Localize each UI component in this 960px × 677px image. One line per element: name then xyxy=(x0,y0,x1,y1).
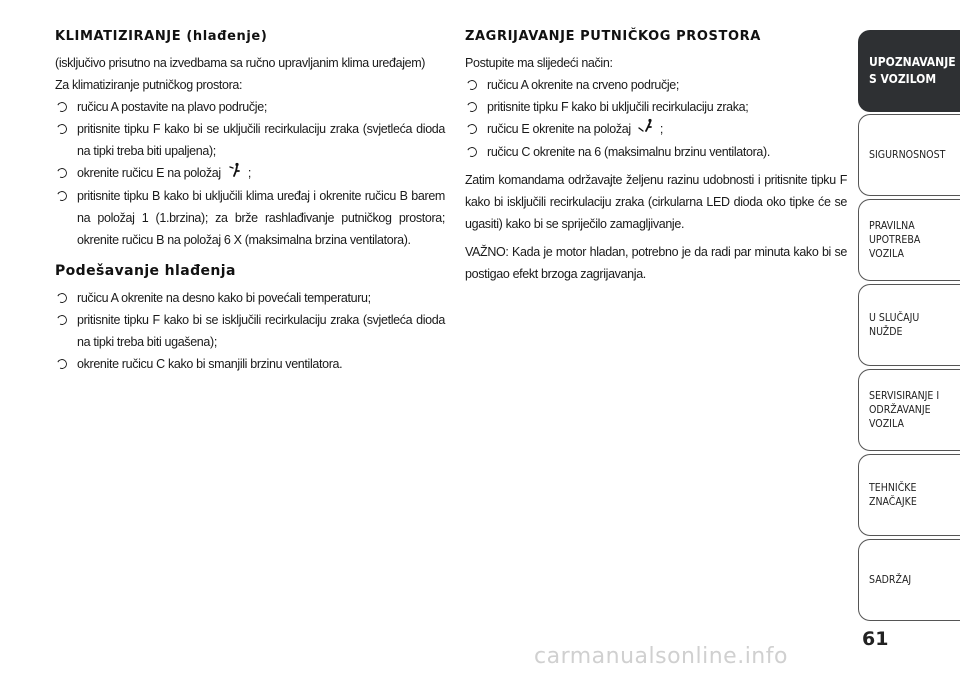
airflow-face-icon xyxy=(228,162,244,185)
cooling-adjust-steps xyxy=(55,287,445,375)
tab-tehnicke-znacajke[interactable]: TEHNIČKE ZNAČAJKE xyxy=(858,454,960,536)
list-item: pritisnite tipku F kako bi uključili recirkulaciju zraka; xyxy=(465,96,847,118)
list-item: ručicu A okrenite na desno kako bi povećali temperaturu; xyxy=(55,287,445,309)
intro-note: (isključivo prisutno na izvedbama sa ručno upravljanim klima uređajem) xyxy=(55,56,426,70)
cooling-steps xyxy=(55,96,445,251)
section-heading-heating: ZAGRIJAVANJE PUTNIČKOG PROSTORA xyxy=(465,29,761,44)
bullet-icon xyxy=(466,101,479,114)
bullet-icon xyxy=(56,358,69,371)
left-column xyxy=(55,28,445,375)
airflow-feet-icon xyxy=(638,118,656,141)
list-item: ručicu C okrenite na 6 (maksimalnu brzinu ventilatora). xyxy=(465,141,847,163)
page-number: 61 xyxy=(862,628,889,650)
bullet-icon xyxy=(56,190,69,203)
section-heading-cooling-adjust: Podešavanje hlađenja xyxy=(55,263,236,280)
list-item: pritisnite tipku B kako bi uključili klima uređaj i okrenite ručicu B barem na položaj 1 (1.brzina); za brže rashlađivanje putničkog prostora; okrenite ručicu B na položaj 6 X (maksimalna brzina ventilatora). xyxy=(55,185,445,251)
heating-important-note: VAŽNO: Kada je motor hladan, potrebno je da radi par minuta kako bi se postigao efekt brzoga zagrijavanja. xyxy=(465,245,847,282)
bullet-icon xyxy=(466,79,479,92)
tab-pravilna-upotreba[interactable]: PRAVILNA UPOTREBA VOZILA xyxy=(858,199,960,281)
list-item: okrenite ručicu E na položaj ; xyxy=(55,162,445,185)
bullet-icon xyxy=(56,123,69,136)
heating-steps xyxy=(465,74,847,163)
tab-u-slucaju-nuzde[interactable]: U SLUČAJU NUŽDE xyxy=(858,284,960,366)
tab-sadrzaj[interactable]: SADRŽAJ xyxy=(858,539,960,621)
list-item: ručicu A okrenite na crveno područje; xyxy=(465,74,847,96)
heating-intro: Postupite ma slijedeći način: xyxy=(465,56,613,70)
bullet-icon xyxy=(56,167,69,180)
tab-sigurnosnost[interactable]: SIGURNOSNOST xyxy=(858,114,960,196)
watermark: carmanualsonline.info xyxy=(534,644,788,669)
tab-upoznavanje[interactable]: UPOZNAVANJE S VOZILOM xyxy=(858,30,960,112)
right-column xyxy=(465,28,847,285)
section-heading-cooling: KLIMATIZIRANJE (hlađenje) xyxy=(55,29,268,44)
bullet-icon xyxy=(466,123,479,136)
intro-instruction: Za klimatiziranje putničkog prostora: xyxy=(55,78,243,92)
bullet-icon xyxy=(56,101,69,114)
list-item: pritisnite tipku F kako bi se uključili recirkulaciju zraka (svjetleća dioda na tipki treba biti upaljena); xyxy=(55,118,445,162)
list-item: ručicu E okrenite na položaj ; xyxy=(465,118,847,141)
list-item: okrenite ručicu C kako bi smanjili brzinu ventilatora. xyxy=(55,353,445,375)
tab-servisiranje[interactable]: SERVISIRANJE I ODRŽAVANJE VOZILA xyxy=(858,369,960,451)
bullet-icon xyxy=(56,314,69,327)
list-item: pritisnite tipku F kako bi se isključili recirkulaciju zraka (svjetleća dioda na tipki treba biti ugašena); xyxy=(55,309,445,353)
heating-comfort-note: Zatim komandama održavajte željenu razinu udobnosti i pritisnite tipku F kako bi isključili recirkulaciju zraka (cirkularna LED dioda oko tipke će se ugasiti) kako bi se spriječilo zamagljivanje. xyxy=(465,173,847,232)
bullet-icon xyxy=(466,146,479,159)
bullet-icon xyxy=(56,292,69,305)
list-item: ručicu A postavite na plavo područje; xyxy=(55,96,445,118)
